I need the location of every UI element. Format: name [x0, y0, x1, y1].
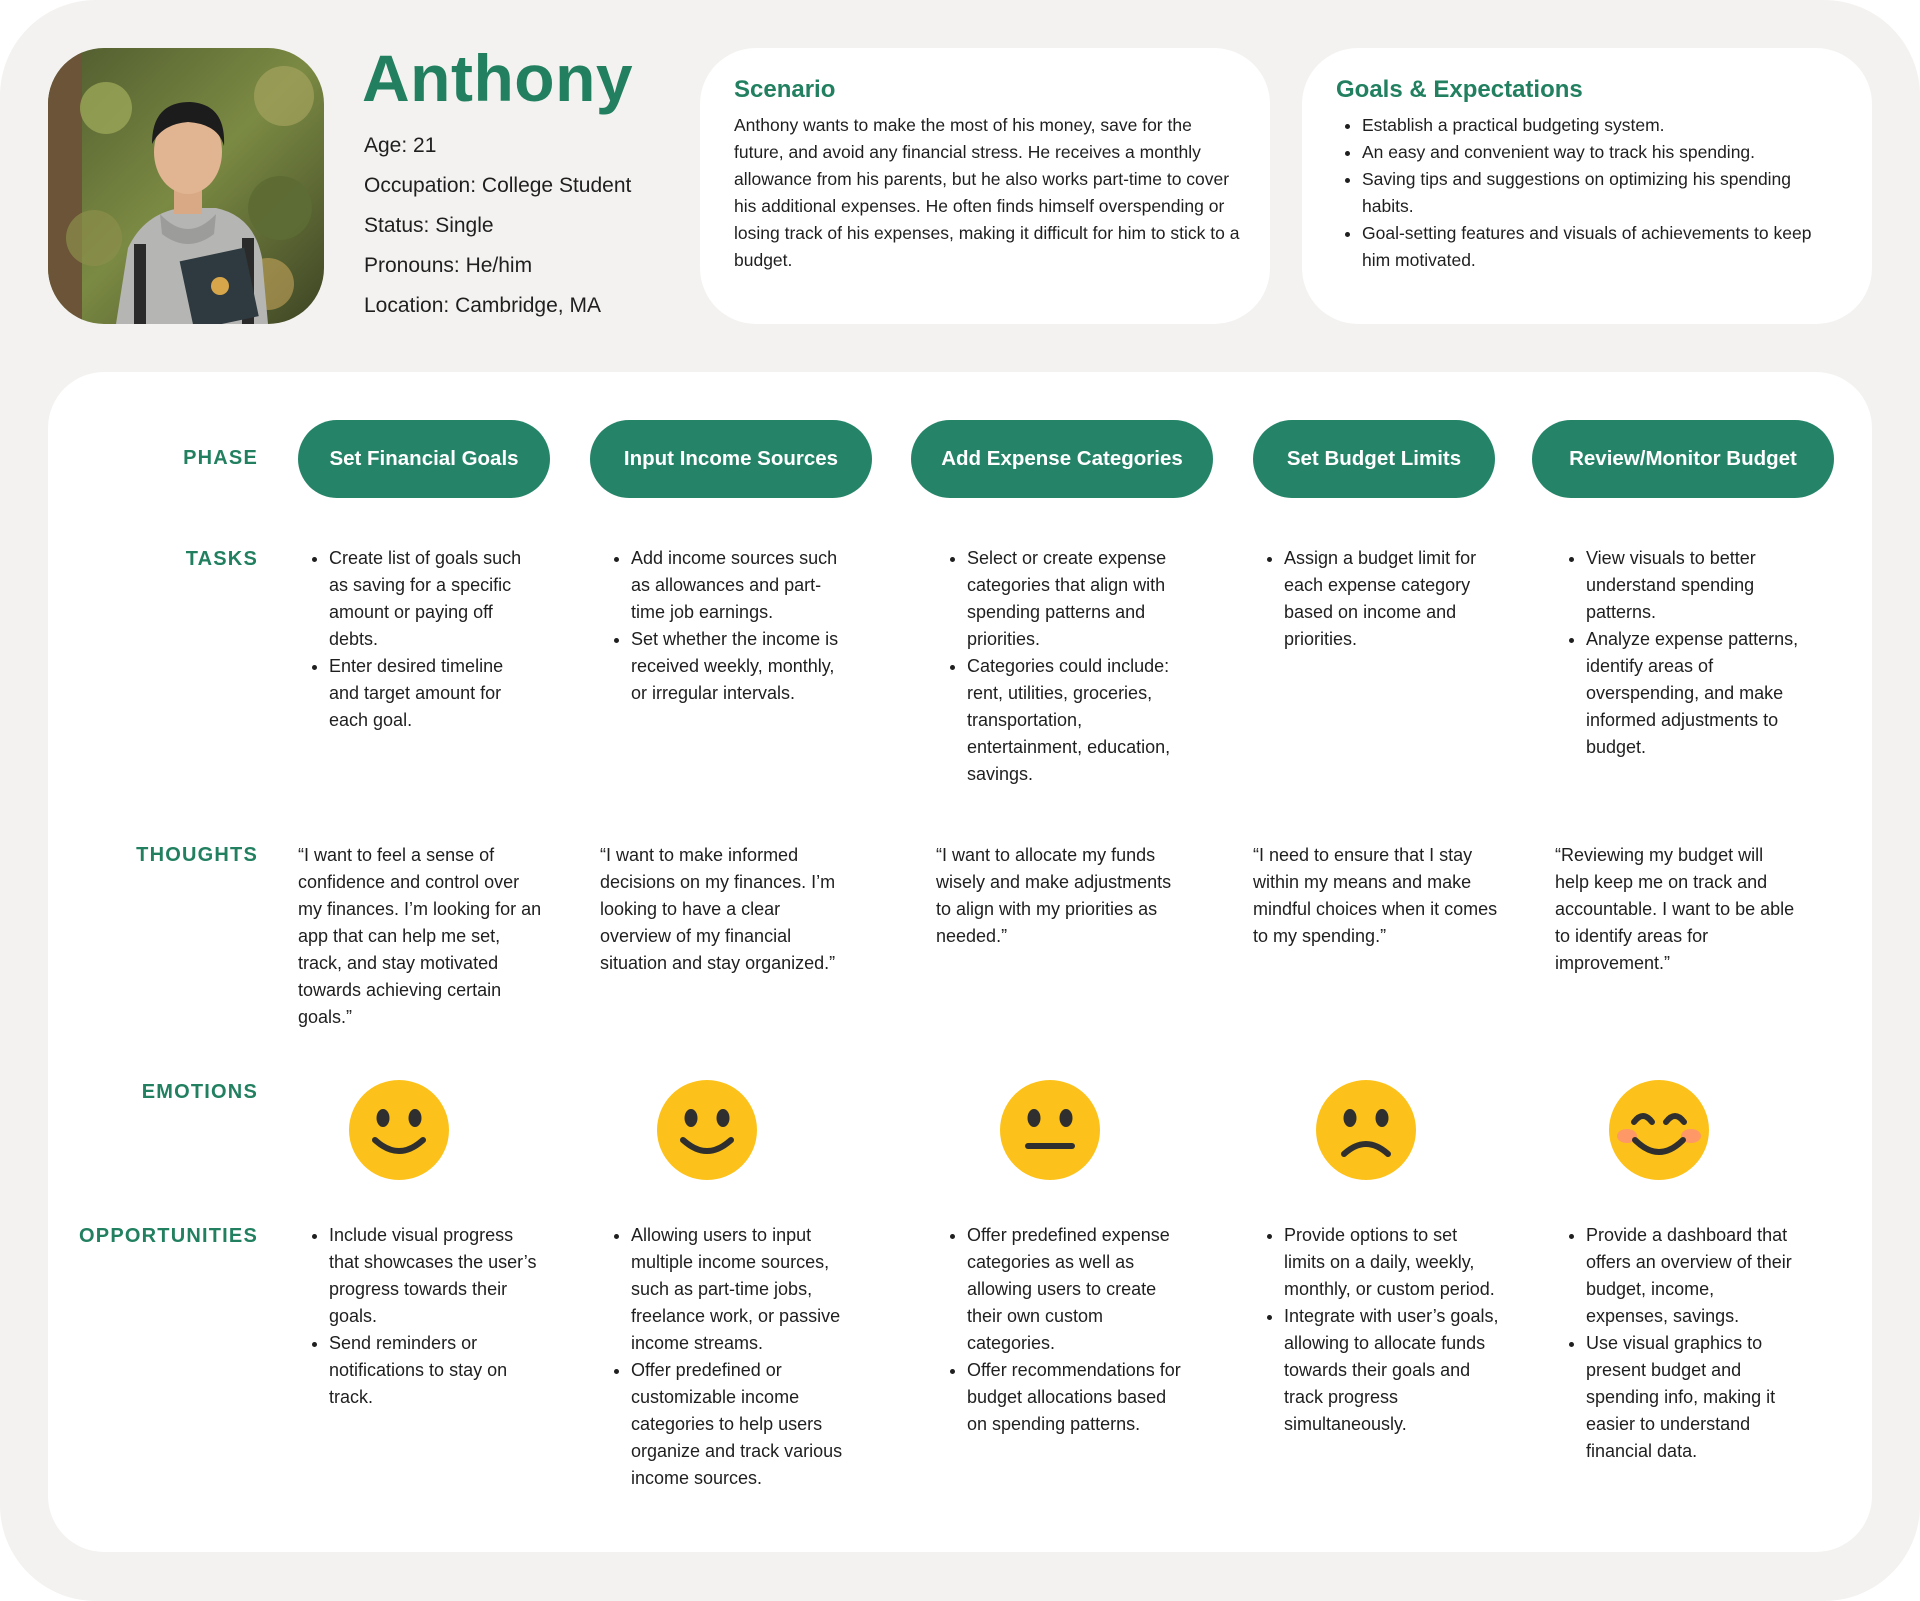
row-label-tasks: TASKS	[185, 548, 258, 570]
task-item: • Add income sources such as allowances and part-time job earnings.	[631, 545, 845, 626]
opportunities-cell	[1258, 1222, 1500, 1438]
task-item: • Assign a budget limit for each expense category based on income and priorities.	[1284, 545, 1498, 653]
scenario-title: Scenario	[734, 76, 836, 103]
row-label-thoughts: THOUGHTS	[136, 844, 258, 866]
phase-pill-set-financial-goals: Set Financial Goals	[298, 420, 550, 498]
opportunity-item: • Send reminders or notifications to stay on track.	[329, 1330, 543, 1411]
persona-pronouns: Pronouns: He/him	[364, 254, 533, 277]
task-item: • Create list of goals such as saving for a specific amount or paying off debts.	[329, 545, 533, 653]
task-item: • Categories could include: rent, utilities, groceries, transportation, entertainment, education, savings.	[967, 653, 1181, 788]
smiling-face-with-smiling-eyes-icon	[1607, 1078, 1711, 1182]
tasks-cell	[303, 545, 533, 734]
task-item: • Analyze expense patterns, identify areas of overspending, and make informed adjustments to budget.	[1586, 626, 1810, 761]
opportunity-item: • Offer recommendations for budget allocations based on spending patterns.	[967, 1357, 1181, 1438]
opportunities-cell	[941, 1222, 1181, 1438]
tasks-cell	[605, 545, 845, 707]
opportunity-item: • Offer predefined expense categories as well as allowing users to create their own custom categories.	[967, 1222, 1181, 1357]
opportunity-item: • Include visual progress that showcases the user’s progress towards their goals.	[329, 1222, 543, 1330]
neutral-face-icon	[998, 1078, 1102, 1182]
persona-facts	[364, 126, 631, 326]
task-item: • Set whether the income is received weekly, monthly, or irregular intervals.	[631, 626, 845, 707]
opportunity-item: • Provide a dashboard that offers an overview of their budget, income, expenses, savings.	[1586, 1222, 1800, 1330]
persona-status: Status: Single	[364, 214, 494, 237]
goals-title: Goals & Expectations	[1336, 76, 1583, 103]
opportunity-item: • Integrate with user’s goals, allowing to allocate funds towards their goals and track progress simultaneously.	[1284, 1303, 1500, 1438]
row-label-emotions: EMOTIONS	[141, 1081, 258, 1103]
persona-location: Location: Cambridge, MA	[364, 294, 601, 317]
persona-occupation: Occupation: College Student	[364, 174, 632, 197]
journey-panel	[48, 372, 1872, 1552]
task-item: • Enter desired timeline and target amount for each goal.	[329, 653, 533, 734]
opportunity-item: • Offer predefined or customizable income categories to help users organize and track various income sources.	[631, 1357, 845, 1492]
opportunity-item: • Allowing users to input multiple income sources, such as part-time jobs, freelance work, or passive income streams.	[631, 1222, 845, 1357]
row-label-phase: PHASE	[183, 447, 258, 469]
goals-card	[1302, 48, 1872, 324]
slightly-frowning-face-icon	[1314, 1078, 1418, 1182]
goals-item: • An easy and convenient way to track his spending.	[1362, 139, 1842, 166]
goals-item: • Establish a practical budgeting system.	[1362, 112, 1842, 139]
persona-name: Anthony	[362, 41, 634, 115]
thought-quote: “I want to feel a sense of confidence and control over my finances. I’m looking for an app that can help me set, track, and stay motivated towards achieving certain goals.”	[298, 845, 542, 1027]
scenario-card	[700, 48, 1270, 324]
persona-photo	[48, 48, 324, 324]
opportunities-cell	[1560, 1222, 1800, 1465]
slightly-smiling-face-icon	[655, 1078, 759, 1182]
goals-item: • Goal-setting features and visuals of achievements to keep him motivated.	[1362, 220, 1842, 274]
task-item: • View visuals to better understand spending patterns.	[1586, 545, 1810, 626]
tasks-cell	[1258, 545, 1498, 653]
tasks-cell	[1560, 545, 1810, 761]
goals-item: • Saving tips and suggestions on optimizing his spending habits.	[1362, 166, 1842, 220]
goals-list	[1336, 112, 1842, 274]
slightly-smiling-face-icon	[347, 1078, 451, 1182]
thought-quote: “Reviewing my budget will help keep me on track and accountable. I want to be able to identify areas for improvement.”	[1555, 845, 1795, 973]
opportunities-cell	[303, 1222, 543, 1411]
phase-pill-set-budget-limits: Set Budget Limits	[1253, 420, 1495, 498]
phase-pill-add-expense-categories: Add Expense Categories	[911, 420, 1213, 498]
opportunity-item: • Provide options to set limits on a daily, weekly, monthly, or custom period.	[1284, 1222, 1500, 1303]
opportunities-cell	[605, 1222, 845, 1492]
persona-age: Age: 21	[364, 134, 437, 157]
phase-pill-input-income-sources: Input Income Sources	[590, 420, 872, 498]
phase-pill-review-monitor-budget: Review/Monitor Budget	[1532, 420, 1834, 498]
thought-quote: “I need to ensure that I stay within my means and make mindful choices when it comes to my spending.”	[1253, 845, 1498, 946]
row-label-opportunities: OPPORTUNITIES	[79, 1225, 258, 1247]
opportunity-item: • Use visual graphics to present budget and spending info, making it easier to understand financial data.	[1586, 1330, 1800, 1465]
scenario-text: Anthony wants to make the most of his money, save for the future, and avoid any financial stress. He receives a monthly allowance from his parents, but he also works part-time to cover his additional expenses. He often finds himself overspending or losing track of his expenses, making it difficult for him to stick to a budget.	[734, 115, 1240, 270]
task-item: • Select or create expense categories that align with spending patterns and priorities.	[967, 545, 1181, 653]
tasks-cell	[941, 545, 1181, 788]
thought-quote: “I want to allocate my funds wisely and make adjustments to align with my priorities as needed.”	[936, 845, 1172, 946]
thought-quote: “I want to make informed decisions on my finances. I’m looking to have a clear overview of my financial situation and stay organized.”	[600, 845, 836, 973]
